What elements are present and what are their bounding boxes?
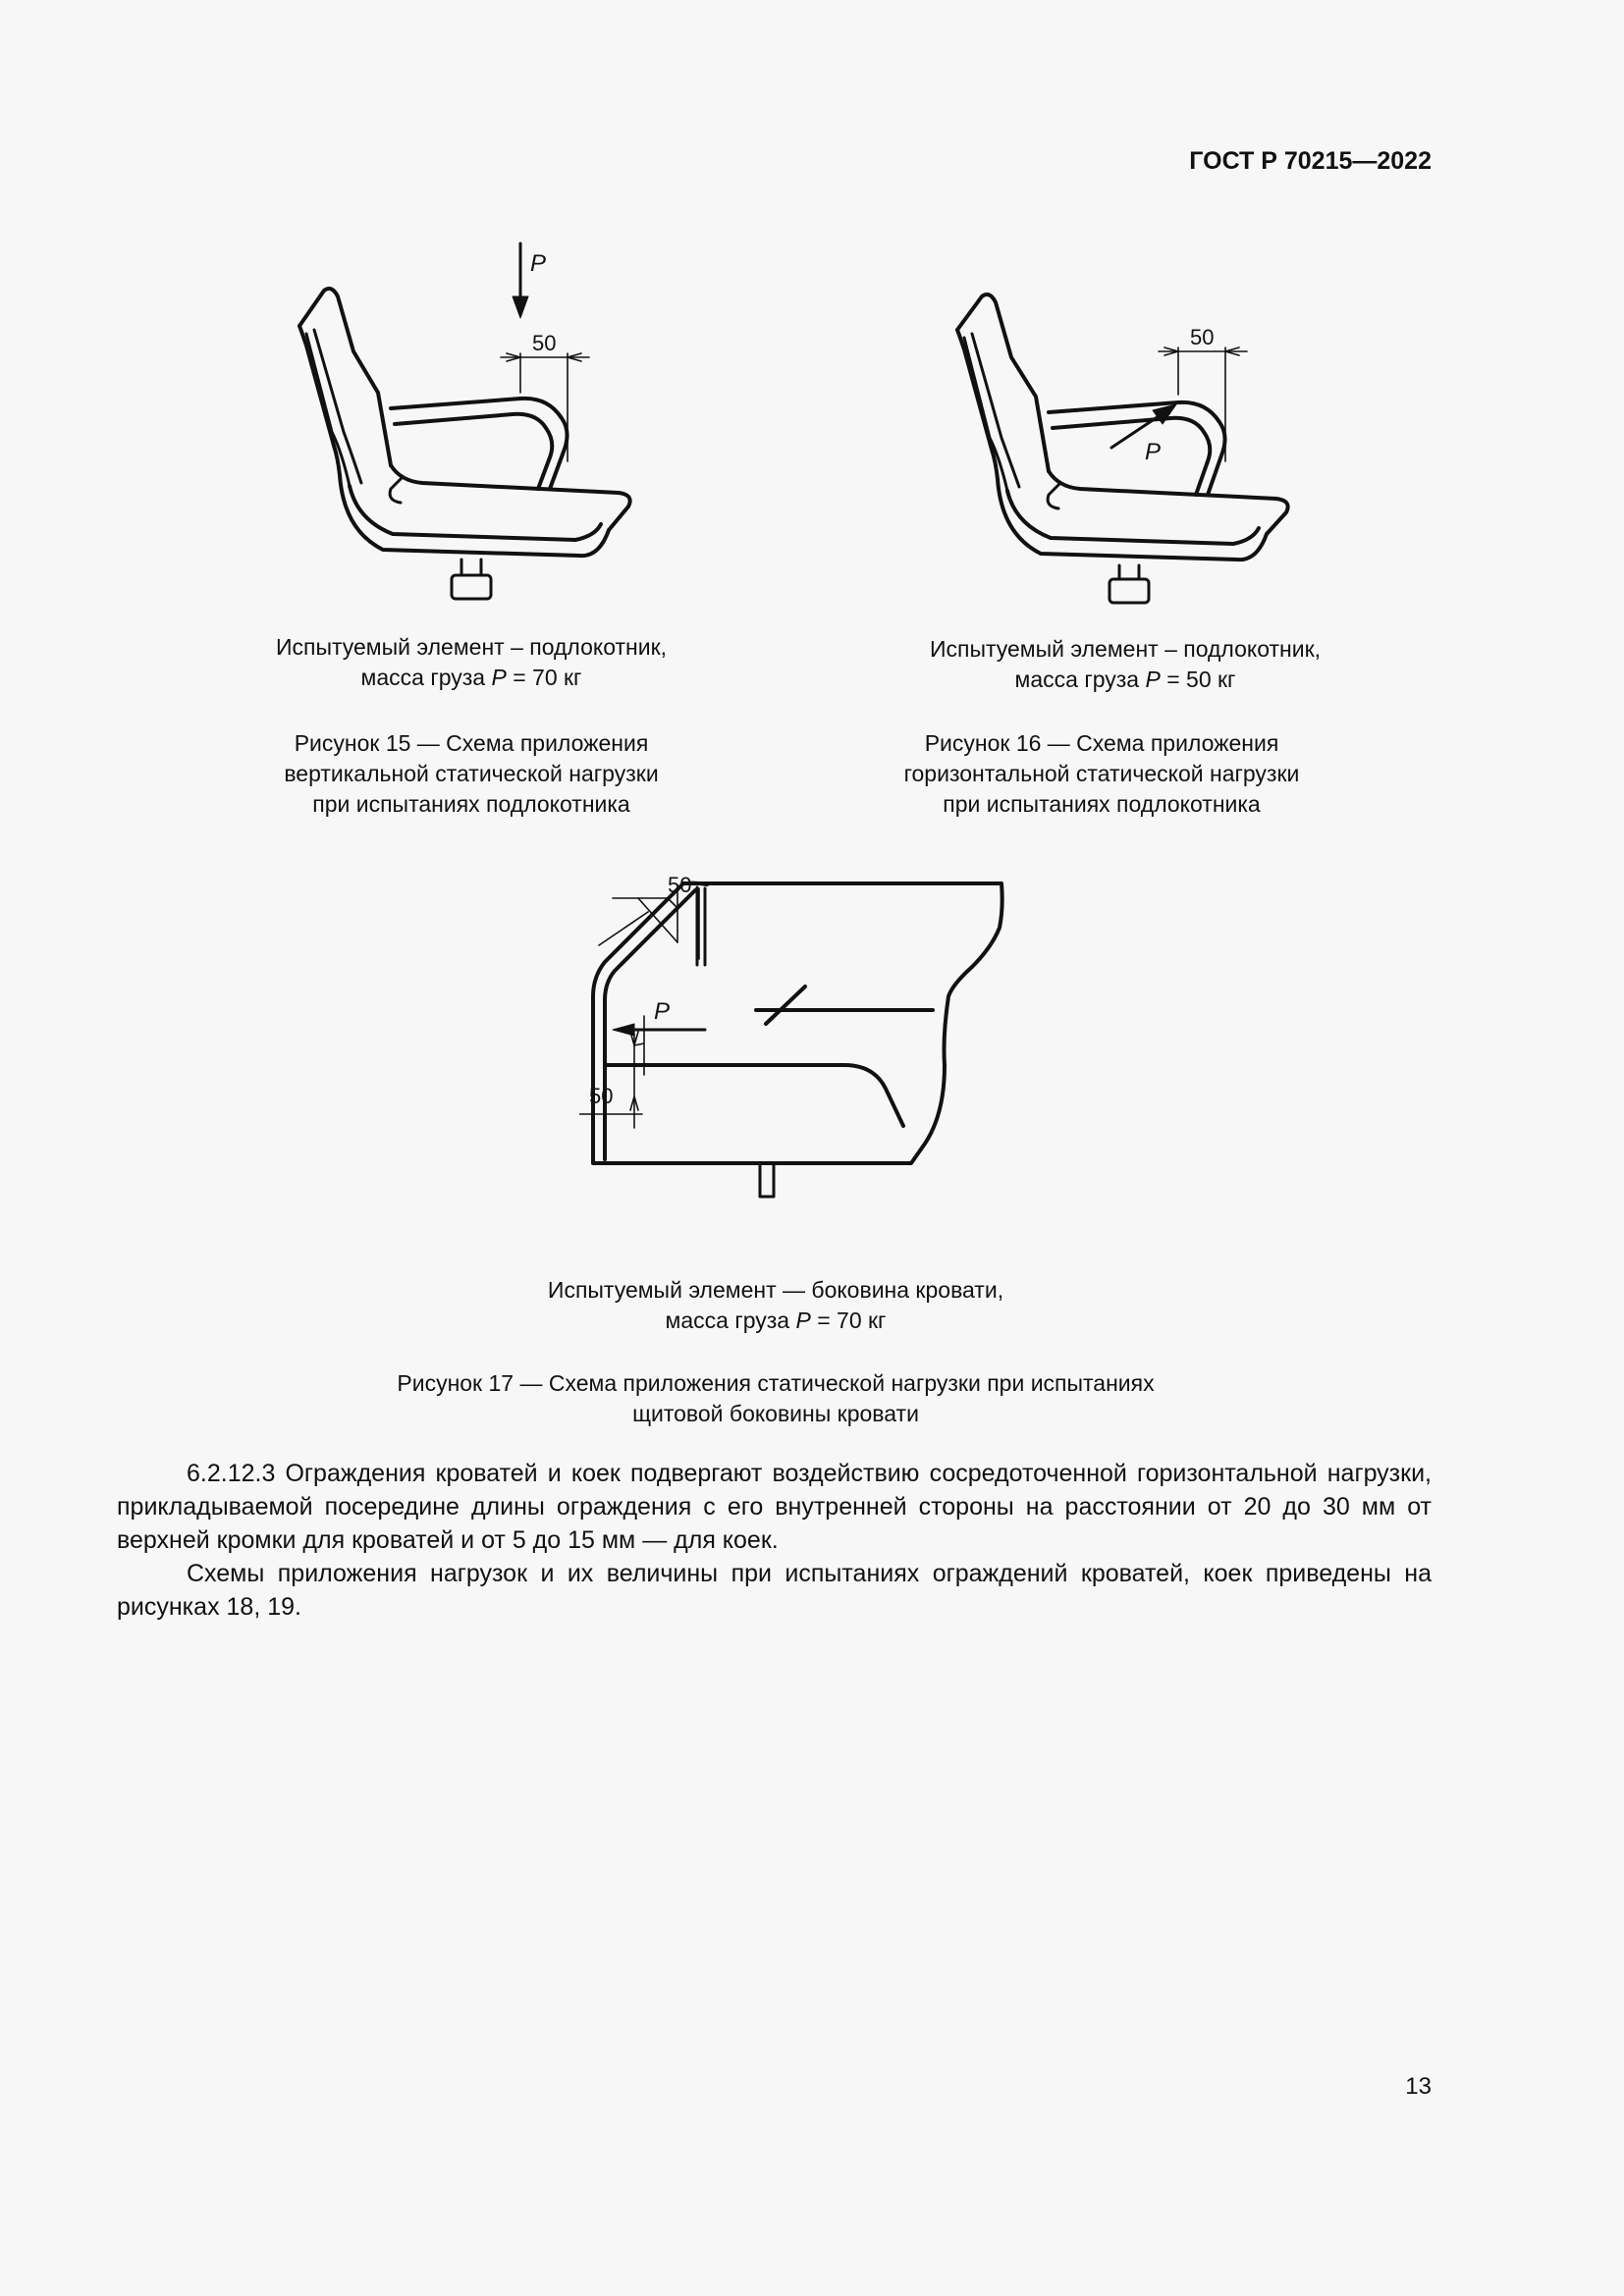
figure-16-caption	[880, 634, 1371, 695]
figure-16-title-line2: горизонтальной статической нагрузки	[903, 761, 1300, 786]
figure-15-title-line2: вертикальной статической нагрузки	[284, 761, 659, 786]
figure-15-dimension: 50	[532, 331, 557, 355]
figure-16-caption-line1: Испытуемый элемент – подлокотник,	[929, 636, 1322, 662]
figure-17-title	[314, 1368, 1237, 1429]
page-number: 13	[1405, 2073, 1432, 2100]
figure-15-caption-line2: масса груза P = 70 кг	[360, 665, 582, 690]
figure-15-drawing	[285, 236, 668, 609]
figure-16-title-line3: при испытаниях подлокотника	[943, 791, 1261, 817]
figure-17-load-label: P	[654, 998, 671, 1025]
figure-16-load-label: P	[1145, 439, 1162, 465]
paragraph-load-schemes: Схемы приложения нагрузок и их величины при испытаниях ограждений кроватей, коек приведены на рисунках 18, 19.	[117, 1560, 1432, 1621]
figure-17-title-line1: Рисунок 17 — Схема приложения статической нагрузки при испытаниях	[397, 1370, 1155, 1396]
figure-16-title	[856, 728, 1347, 820]
figure-15-caption	[226, 632, 717, 693]
figure-17-dimension-side: 50	[589, 1084, 614, 1108]
figure-17-caption	[501, 1275, 1051, 1336]
figure-15-title-line1: Рисунок 15 — Схема приложения	[294, 730, 649, 756]
figure-17-caption-line1: Испытуемый элемент — боковина кровати,	[547, 1277, 1004, 1303]
figure-17-caption-line2: масса груза P = 70 кг	[665, 1308, 887, 1333]
figure-17-dimension-top: 50	[668, 873, 692, 897]
figure-16-caption-line2: масса груза P = 50 кг	[1014, 667, 1236, 692]
figure-15-caption-line1: Испытуемый элемент – подлокотник,	[275, 634, 668, 660]
figure-16-drawing	[943, 285, 1326, 618]
figure-15-title	[216, 728, 727, 820]
figure-15-load-label: P	[530, 250, 547, 277]
figure-17-title-line2: щитовой боковины кровати	[632, 1401, 919, 1426]
body-text	[117, 1457, 1432, 1624]
figure-16-dimension: 50	[1190, 325, 1215, 349]
paragraph-6-2-12-3: 6.2.12.3 Ограждения кроватей и коек подвергают воздействию сосредоточенной горизонтальной нагрузки, прикладываемой посередине длины ограждения с его внутренней стороны на расстоянии от 20 до 30 мм от верхней кромки для кроватей и от 5 до 15 мм — для коек.	[117, 1460, 1432, 1554]
document-header: ГОСТ Р 70215—2022	[1189, 147, 1432, 175]
figure-17-drawing	[579, 869, 1021, 1252]
figure-16-title-line1: Рисунок 16 — Схема приложения	[924, 730, 1279, 756]
figure-15-title-line3: при испытаниях подлокотника	[312, 791, 630, 817]
